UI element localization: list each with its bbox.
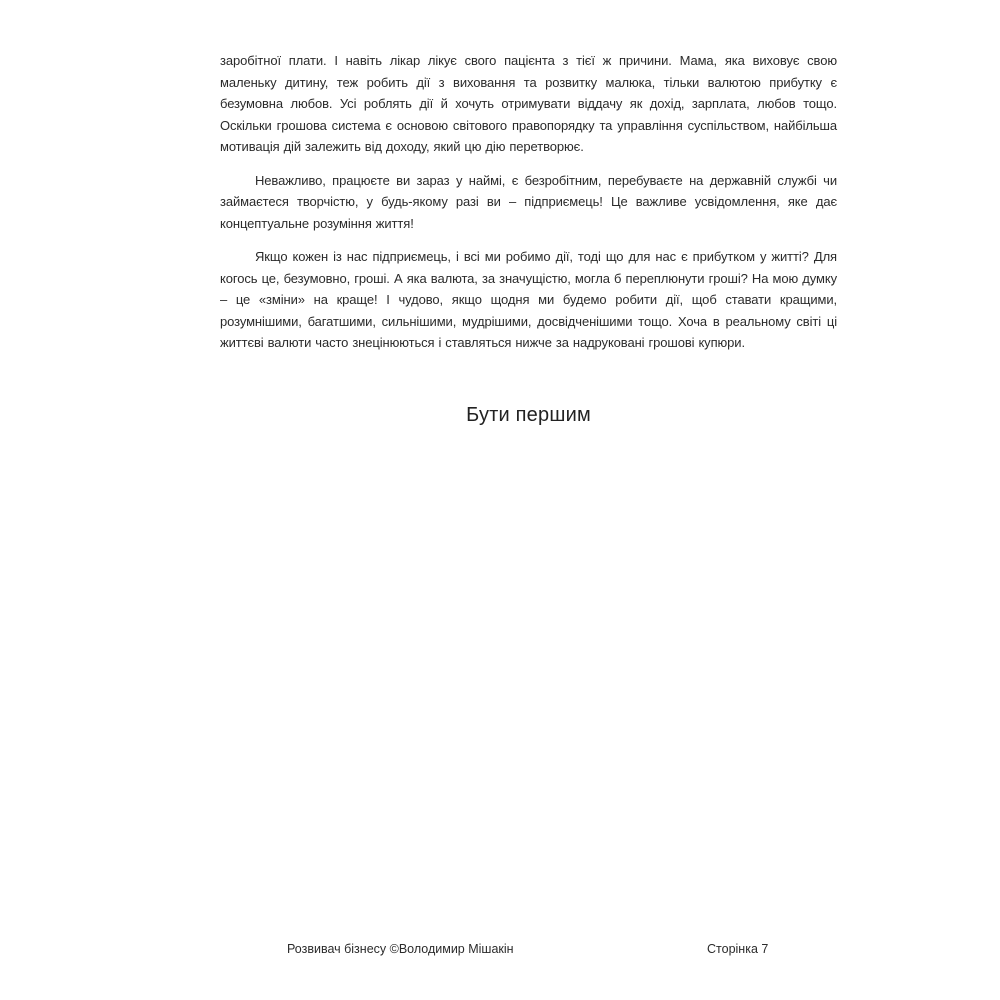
paragraph-1: заробітної плати. І навіть лікар лікує свого пацієнта з тієї ж причини. Мама, яка виховує свою маленьку дитину, теж робить дії з виховання та розвитку малюка, тільки валютою прибутку є безумовна любов. Усі роблять дії й хочуть отримувати віддачу як дохід, зарплата, любов тощо. Оскільки грошова система є основою світового правопорядку та управління суспільством, найбільша мотивація дій залежить від доходу, який цю дію перетворює. — [220, 53, 837, 154]
page-body-text — [220, 50, 837, 427]
paragraph-2: Неважливо, працюєте ви зараз у наймі, є безробітним, перебуваєте на державній службі чи займаєтеся творчістю, у будь-якому разі ви – підприємець! Це важливе усвідомлення, яке дає концептуальне розуміння життя! — [220, 172, 837, 231]
section-heading: Бути першим — [466, 403, 591, 426]
page-footer — [0, 941, 1000, 961]
footer-book-credit: Розвивач бізнесу ©Володимир Мішакін — [287, 942, 514, 956]
paragraph-3: Якщо кожен із нас підприємець, і всі ми робимо дії, тоді що для нас є прибутком у житті? Для когось це, безумовно, гроші. А яка валюта, за значущістю, могла б переплюнути гроші? На мою думку – це «зміни» на краще! І чудово, якщо щодня ми будемо робити дії, щоб ставати кращими, розумнішими, багатшими, сильнішими, мудрішими, досвідченішими тощо. Хоча в реальному світі ці життєві валюти часто знецінюються і ставляться нижче за надруковані грошові купюри. — [220, 249, 837, 350]
footer-page-number: Сторінка 7 — [707, 942, 769, 956]
